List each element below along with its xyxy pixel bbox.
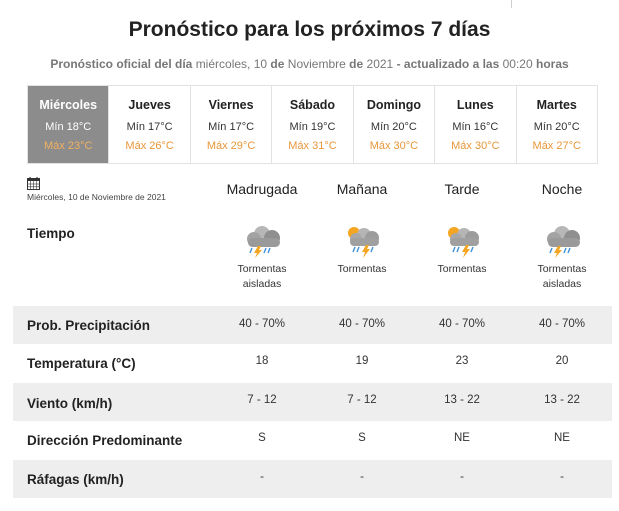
day-min-temp: Mín 18°C <box>45 121 92 133</box>
weather-desc: Tormentas <box>337 263 387 275</box>
subtitle-de: de <box>270 57 285 71</box>
value-cell: 40 - 70% <box>538 318 586 330</box>
subtitle-year: 2021 <box>366 57 394 71</box>
period-header-manana: Mañana <box>336 181 388 197</box>
day-min-temp: Mín 17°C <box>208 121 255 133</box>
value-cell: 13 - 22 <box>444 394 480 406</box>
page-title: Pronóstico para los próximos 7 días <box>128 18 491 41</box>
day-name: Jueves <box>128 98 171 112</box>
value-cell: 7 - 12 <box>347 394 377 406</box>
value-cell: - <box>460 471 464 483</box>
value-cell: 19 <box>355 355 369 367</box>
value-cell: 18 <box>255 355 269 367</box>
day-tab-lunes[interactable] <box>435 86 516 163</box>
day-min-temp: Mín 16°C <box>452 121 499 133</box>
value-cell: NE <box>554 432 570 444</box>
value-cell: 40 - 70% <box>338 318 386 330</box>
day-max-temp: Máx 30°C <box>369 140 419 152</box>
day-tab-viernes[interactable] <box>191 86 272 163</box>
row-label-direccion: Dirección Predominante <box>27 433 183 448</box>
day-max-temp: Máx 23°C <box>44 140 93 152</box>
day-name: Sábado <box>289 98 336 112</box>
subtitle-month: Noviembre <box>287 57 346 71</box>
row-label-tiempo: Tiempo <box>27 226 75 241</box>
day-tab-domingo[interactable] <box>354 86 435 163</box>
thunderstorm-sun-icon <box>340 224 384 258</box>
value-cell: 20 <box>555 355 569 367</box>
weather-desc-extra: aisladas <box>242 278 282 290</box>
day-min-temp: Mín 19°C <box>289 121 336 133</box>
date-label: Miércoles, 10 de Noviembre de 2021 <box>27 192 166 202</box>
row-label-rafagas: Ráfagas (km/h) <box>27 472 124 487</box>
value-cell: 13 - 22 <box>544 394 580 406</box>
day-name: Miércoles <box>39 98 98 112</box>
day-name: Viernes <box>208 98 254 112</box>
weather-cell <box>512 224 612 292</box>
top-divider <box>511 0 512 8</box>
weather-desc: Tormentas <box>437 263 487 275</box>
period-header-tarde: Tarde <box>444 181 480 197</box>
value-cell: - <box>560 471 564 483</box>
value-cell: S <box>258 432 266 444</box>
day-name: Martes <box>536 98 577 112</box>
subtitle-daynum: 10 <box>253 57 268 71</box>
row-label-temperatura: Temperatura (°C) <box>27 356 136 371</box>
weather-desc: Tormentas <box>537 263 587 275</box>
day-max-temp: Máx 27°C <box>532 140 581 152</box>
day-tab-jueves[interactable] <box>109 86 190 163</box>
subtitle-de: de <box>349 57 364 71</box>
day-min-temp: Mín 20°C <box>533 121 580 133</box>
value-cell: - <box>260 471 264 483</box>
value-cell: - <box>360 471 364 483</box>
subtitle-prefix: Pronóstico oficial del día <box>50 57 193 71</box>
weather-desc: Tormentas <box>237 263 287 275</box>
day-max-temp: Máx 26°C <box>125 140 174 152</box>
day-max-temp: Máx 29°C <box>206 140 256 152</box>
value-cell: 23 <box>455 355 469 367</box>
day-name: Lunes <box>456 98 494 112</box>
page-subtitle <box>0 57 619 71</box>
day-tab-miercoles[interactable] <box>28 86 109 163</box>
subtitle-suffix: horas <box>535 57 569 71</box>
value-cell: 40 - 70% <box>438 318 486 330</box>
day-max-temp: Máx 30°C <box>451 140 500 152</box>
period-header-noche: Noche <box>541 181 583 197</box>
value-cell: 40 - 70% <box>238 318 286 330</box>
day-min-temp: Mín 17°C <box>126 121 173 133</box>
subtitle-weekday: miércoles, <box>195 57 251 71</box>
row-label-viento: Viento (km/h) <box>27 396 113 411</box>
day-min-temp: Mín 20°C <box>370 121 417 133</box>
day-tabs <box>27 85 598 164</box>
weather-desc-extra: aisladas <box>542 278 582 290</box>
value-cell: S <box>358 432 366 444</box>
weather-cell <box>312 224 412 277</box>
value-cell: 7 - 12 <box>247 394 277 406</box>
day-name: Domingo <box>366 98 421 112</box>
weather-cell <box>412 224 512 277</box>
thunderstorm-night-icon <box>540 224 584 258</box>
thunderstorm-night-icon <box>240 224 284 258</box>
row-label-prob-precipitacion: Prob. Precipitación <box>27 318 151 333</box>
day-tab-martes[interactable] <box>517 86 597 163</box>
calendar-icon <box>27 177 40 190</box>
period-header-madrugada: Madrugada <box>226 181 298 197</box>
value-cell: NE <box>454 432 470 444</box>
subtitle-time: 00:20 <box>502 57 533 71</box>
weather-cell <box>212 224 312 292</box>
day-tab-sabado[interactable] <box>272 86 353 163</box>
subtitle-updated: - actualizado a las <box>396 57 500 71</box>
day-max-temp: Máx 31°C <box>288 140 337 152</box>
thunderstorm-sun-icon <box>440 224 484 258</box>
